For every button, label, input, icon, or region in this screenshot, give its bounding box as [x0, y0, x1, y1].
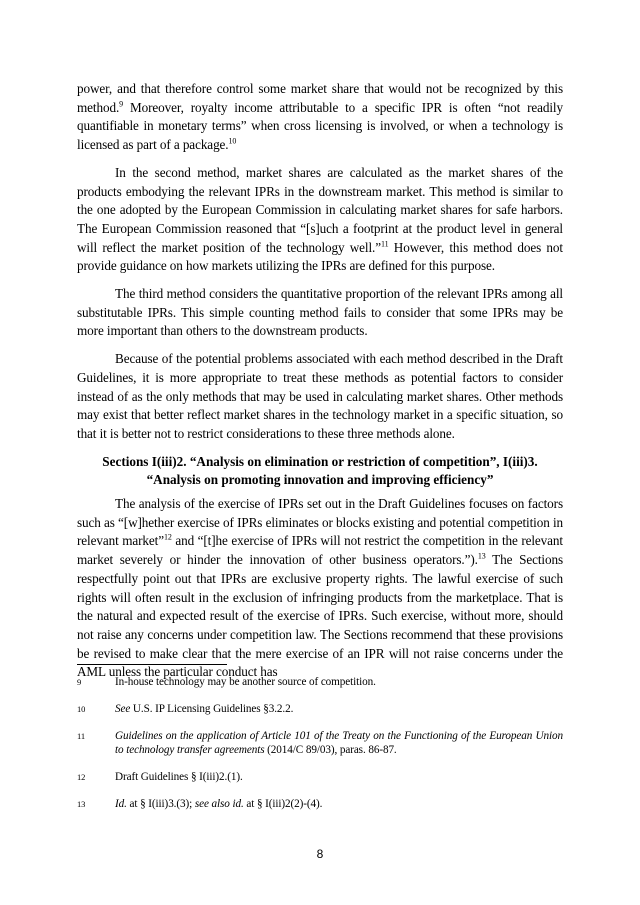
- italic-run: Id.: [115, 798, 127, 810]
- footnote-number: 12: [77, 772, 86, 782]
- footnote-text: [115, 797, 563, 811]
- footnote-divider: [77, 664, 227, 665]
- footnote-ref-10[interactable]: 10: [228, 136, 237, 146]
- footnote-10: [77, 702, 563, 716]
- footnote-text: [115, 675, 563, 689]
- text-run: The Sections respectfully point out that IPRs are exclusive property rights. The lawful exercise of such rights will often result in the exclusion of infringing products from the marketplace. That is the natural and expected result of the exercise of IPRs. Such exercise, without more, should not raise any concerns under competition law. The Sections recommend that these provisions be revised to make clear that the mere exercise of an IPR will not raise concerns under the AML unless the particular conduct has: [77, 552, 563, 680]
- section-heading: Sections I(iii)2. “Analysis on elimination or restriction of competition”, I(iii)3. “Analysis on promoting innovation and improving efficiency”: [102, 453, 538, 488]
- text-run: U.S. IP Licensing Guidelines §3.2.2.: [130, 703, 294, 715]
- paragraph-5: [77, 495, 563, 682]
- footnote-ref-11[interactable]: 11: [381, 239, 389, 249]
- italic-run: See: [115, 703, 131, 715]
- paragraph-4: [77, 350, 563, 444]
- text-run: In the second method, market shares are calculated as the market shares of the products embodying the relevant IPRs in the downstream market. This method is similar to the one adopted by the European Commission in calculating market shares for safe harbors. The European Commission reasoned that “[s]uch a footprint at the product level in general will reflect the market position of the technology well.”: [77, 164, 563, 255]
- footnote-13: [77, 797, 563, 811]
- text-run: at § I(iii)3.(3);: [126, 798, 195, 810]
- footnote-number: 11: [77, 731, 85, 741]
- text-run: The third method considers the quantitative proportion of the relevant IPRs among all substitutable IPRs. This simple counting method fails to consider that some IPRs may be more important than others to the downstream products.: [77, 286, 563, 339]
- footnote-ref-12[interactable]: 12: [163, 533, 172, 543]
- footnote-number: 9: [77, 677, 82, 687]
- text-run: (2014/C 89/03), paras. 86-87.: [264, 744, 397, 756]
- text-run: Moreover, royalty income attributable to a specific IPR is often “not readily quantifiable in monetary terms” when cross licensing is involved, or when a technology is licensed as part of a package.: [77, 99, 563, 153]
- text-run: In-house technology may be another source of competition.: [115, 676, 376, 688]
- document-body: [77, 80, 563, 691]
- text-run: power, and that therefore control some market share that would not be recognized by this method.: [77, 81, 563, 115]
- text-run: at § I(iii)2(2)-(4).: [243, 798, 323, 810]
- footnote-12: [77, 770, 563, 784]
- footnote-text: [115, 702, 563, 716]
- footnote-ref-13[interactable]: 13: [477, 551, 486, 561]
- text-run: However, this method does not provide guidance on how markets utilizing the IPRs are defined for this purpose.: [77, 239, 563, 274]
- paragraph-2: [77, 164, 563, 276]
- text-run: The analysis of the exercise of IPRs set out in the Draft Guidelines focuses on factors such as “[w]hether exercise of IPRs eliminates or blocks existing and potential competition in relevant market”: [77, 496, 563, 549]
- italic-run: Guidelines on the application of Article 101 of the Treaty on the Functioning of the European Union to technology transfer agreements: [115, 730, 563, 756]
- text-run: and “[t]he exercise of IPRs will not restrict the competition in the relevant market severely or hinder the innovation of other business operators.”).: [77, 533, 563, 568]
- text-run: Because of the potential problems associated with each method described in the Draft Guidelines, it is more appropriate to treat these methods as potential factors to consider instead of as the only methods that may be used in calculating market shares. Other methods may exist that better reflect market shares in the technology market in a specific situation, so that it is better not to restrict considerations to these three methods alone.: [77, 351, 563, 441]
- footnote-number: 10: [77, 704, 86, 714]
- footnote-ref-9[interactable]: 9: [119, 99, 124, 109]
- footnote-11: [77, 729, 563, 757]
- footnote-9: [77, 675, 563, 689]
- footnote-text: [115, 770, 563, 784]
- footnote-number: 13: [77, 799, 86, 809]
- page-number: 8: [316, 847, 324, 861]
- italic-run: see also id.: [194, 798, 244, 810]
- footnote-text: [115, 729, 563, 757]
- paragraph-3: [77, 285, 563, 341]
- text-run: Draft Guidelines § I(iii)2.(1).: [115, 771, 243, 783]
- paragraph-1: [77, 80, 563, 155]
- footnotes: [77, 664, 563, 824]
